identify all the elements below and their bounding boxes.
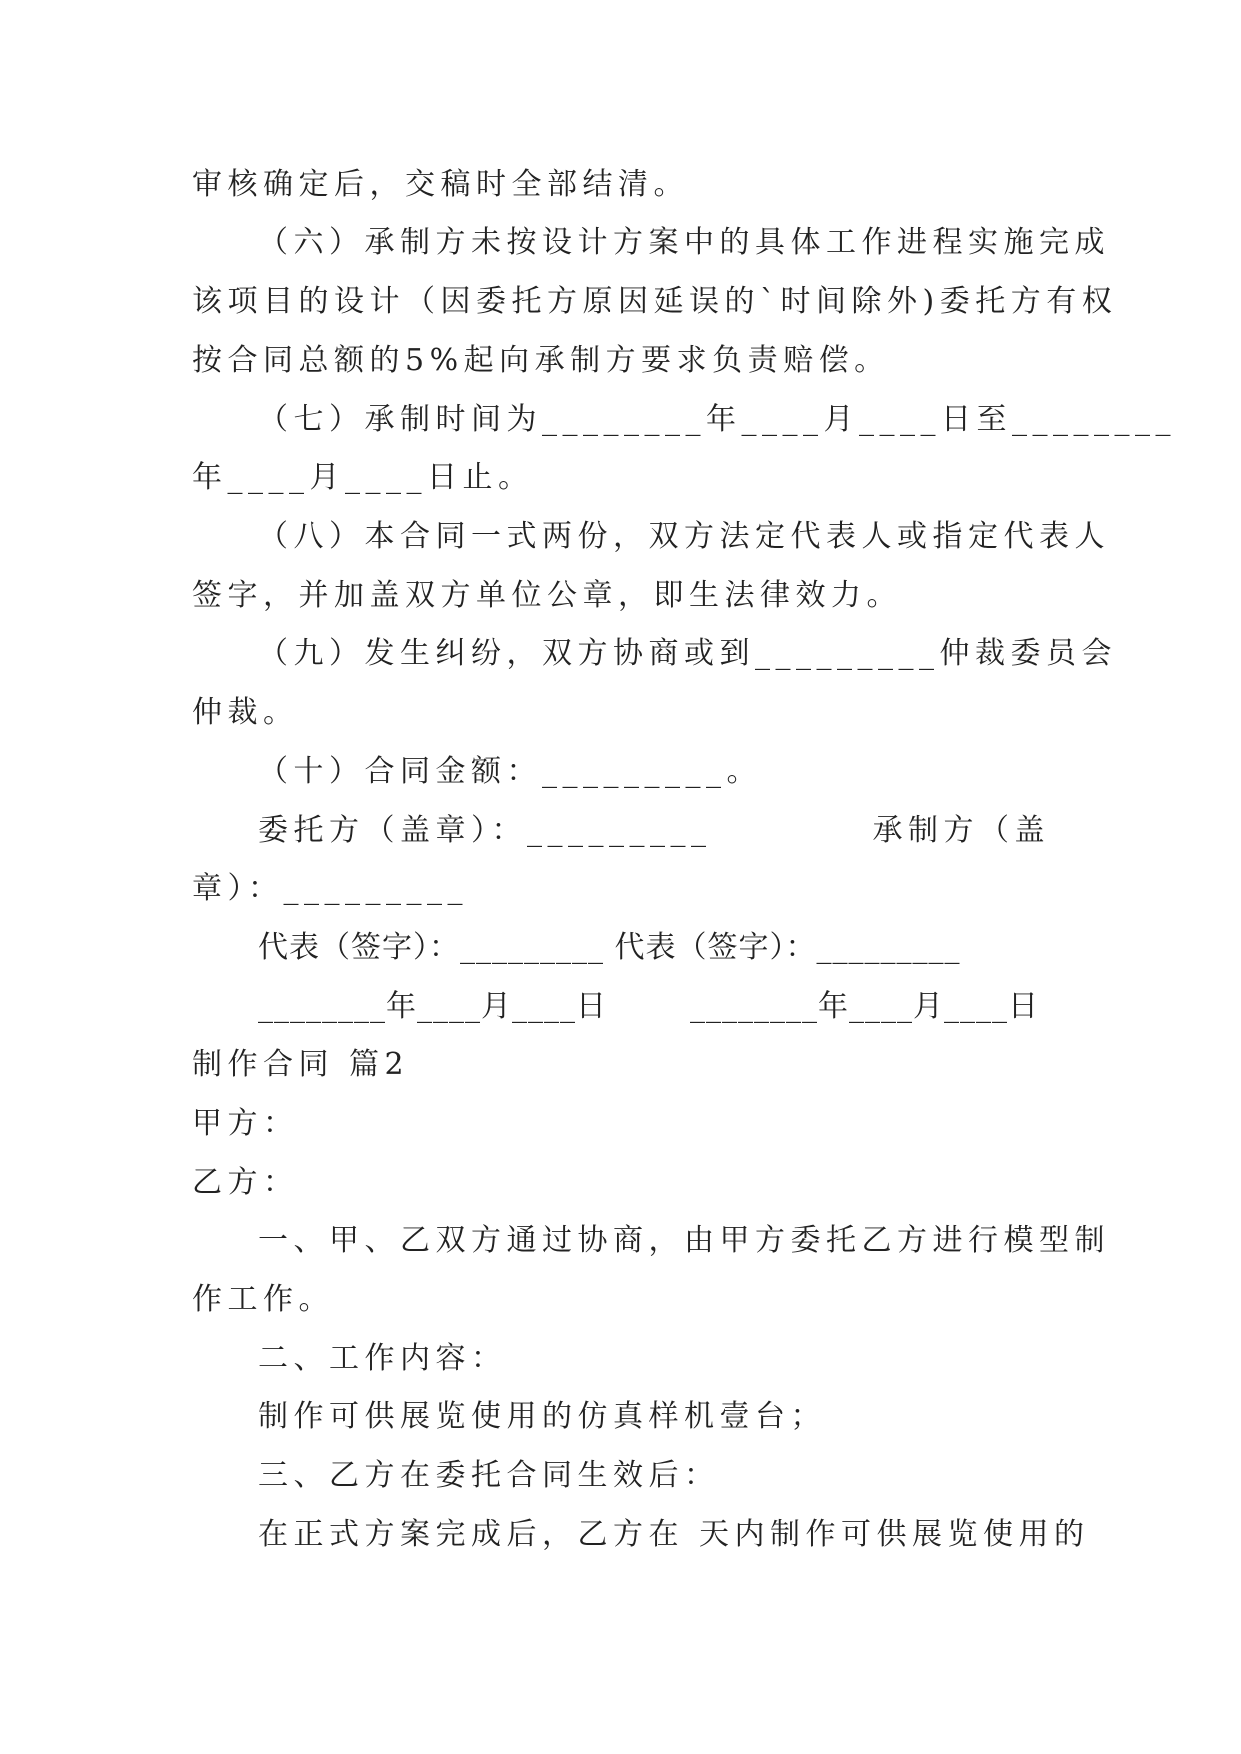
paragraph-line: 签字，并加盖双方单位公章，即生法律效力。 <box>192 578 902 613</box>
paragraph-line: 按合同总额的5%起向承制方要求负责赔偿。 <box>192 343 890 378</box>
clause-9-line: （九）发生纠纷，双方协商或到_________仲裁委员会 <box>258 636 1117 671</box>
clause-8-line: （八）本合同一式两份，双方法定代表人或指定代表人 <box>258 519 1110 554</box>
contractor-seal-line: 章）：_________ <box>192 871 468 906</box>
paragraph-line: 在正式方案完成后，乙方在 天内制作可供展览使用的 <box>258 1517 1090 1552</box>
clause-7-line: （七）承制时间为________年____月____日至________ <box>258 402 1176 437</box>
client-seal-line: 委托方（盖章）：_________ <box>258 813 712 848</box>
representative-signature-line: 代表（签字）：_________ 代表（签字）：_________ <box>258 930 961 965</box>
clause-6-line: （六）承制方未按设计方案中的具体工作进程实施完成 <box>258 225 1110 260</box>
contractor-date-line: ________年____月____日 <box>690 989 1039 1024</box>
contractor-seal-label: 承制方（盖 <box>872 813 1050 848</box>
paragraph-line: 审核确定后，交稿时全部结清。 <box>192 167 689 202</box>
clause-10-line: （十）合同金额：_________。 <box>258 754 762 789</box>
paragraph-line: 该项目的设计（因委托方原因延误的`时间除外)委托方有权 <box>192 284 1118 319</box>
party-b-line: 乙方： <box>192 1165 299 1200</box>
article-1-line: 一、甲、乙双方通过协商，由甲方委托乙方进行模型制 <box>258 1223 1110 1258</box>
client-date-line: ________年____月____日 <box>258 989 607 1024</box>
paragraph-line: 作工作。 <box>192 1282 334 1317</box>
paragraph-line: 仲裁。 <box>192 695 299 730</box>
paragraph-line: 年____月____日止。 <box>192 460 534 495</box>
article-2-line: 二、工作内容： <box>258 1341 507 1376</box>
article-3-line: 三、乙方在委托合同生效后： <box>258 1458 720 1493</box>
party-a-line: 甲方： <box>192 1106 299 1141</box>
paragraph-line: 制作可供展览使用的仿真样机壹台； <box>258 1399 826 1434</box>
section-heading: 制作合同 篇2 <box>192 1047 410 1082</box>
